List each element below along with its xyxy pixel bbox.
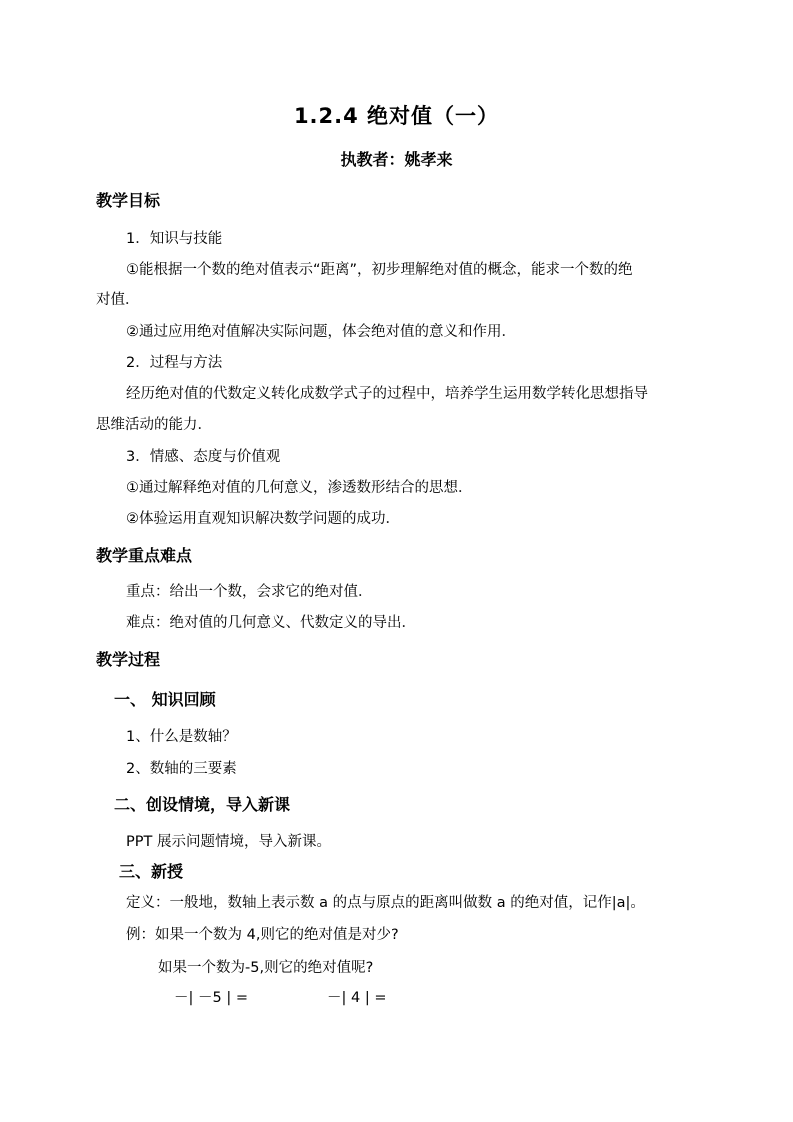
expression-2: －| 4 | = bbox=[327, 990, 387, 1006]
example-2: 如果一个数为-5,则它的绝对值呢? bbox=[158, 960, 374, 976]
goal-item-1-text-a: ①能根据一个数的绝对值表示“距离”，初步理解绝对值的概念，能求一个数的绝 bbox=[126, 262, 633, 278]
definition-text: 定义：一般地，数轴上表示数 a 的点与原点的距离叫做数 a 的绝对值，记作|a|。 bbox=[126, 895, 645, 911]
goal-item-2-text-a: 经历绝对值的代数定义转化成数学式子的过程中，培养学生运用数学转化思想指导 bbox=[126, 386, 648, 402]
goal-item-3-text-1: ①通过解释绝对值的几何意义，渗透数形结合的思想． bbox=[126, 480, 473, 496]
expression-1: －| －5 | = bbox=[174, 990, 248, 1006]
process-part-2: 二、创设情境，导入新课 bbox=[114, 795, 291, 814]
doc-title: 1.2.4 绝对值（一） bbox=[293, 104, 500, 128]
doc-author: 执教者：姚孝来 bbox=[340, 150, 453, 169]
process-part-3: 三、新授 bbox=[119, 862, 184, 881]
example-1: 例：如果一个数为 4,则它的绝对值是对少? bbox=[126, 927, 399, 943]
goal-item-3: 3．情感、态度与价值观 bbox=[126, 449, 281, 465]
review-question-2: 2、数轴的三要素 bbox=[126, 761, 237, 777]
ppt-intro: PPT 展示问题情境，导入新课。 bbox=[126, 834, 331, 850]
process-part-1: 一、 知识回顾 bbox=[114, 690, 216, 709]
heading-teaching-goals: 教学目标 bbox=[96, 191, 161, 210]
goal-item-1-text-b: 对值． bbox=[96, 292, 140, 308]
goal-item-3-text-2: ②体验运用直观知识解决数学问题的成功． bbox=[126, 511, 400, 527]
review-question-1: 1、什么是数轴？ bbox=[126, 729, 237, 745]
key-point: 重点：给出一个数，会求它的绝对值． bbox=[126, 584, 373, 600]
goal-item-1: 1．知识与技能 bbox=[126, 231, 223, 247]
goal-item-1-text-2: ②通过应用绝对值解决实际问题，体会绝对值的意义和作用． bbox=[126, 324, 516, 340]
goal-item-2: 2．过程与方法 bbox=[126, 355, 223, 371]
goal-item-2-text-b: 思维活动的能力． bbox=[96, 417, 212, 433]
difficult-point: 难点：绝对值的几何意义、代数定义的导出． bbox=[126, 615, 416, 631]
heading-key-points: 教学重点难点 bbox=[96, 546, 193, 565]
heading-teaching-process: 教学过程 bbox=[96, 650, 161, 669]
